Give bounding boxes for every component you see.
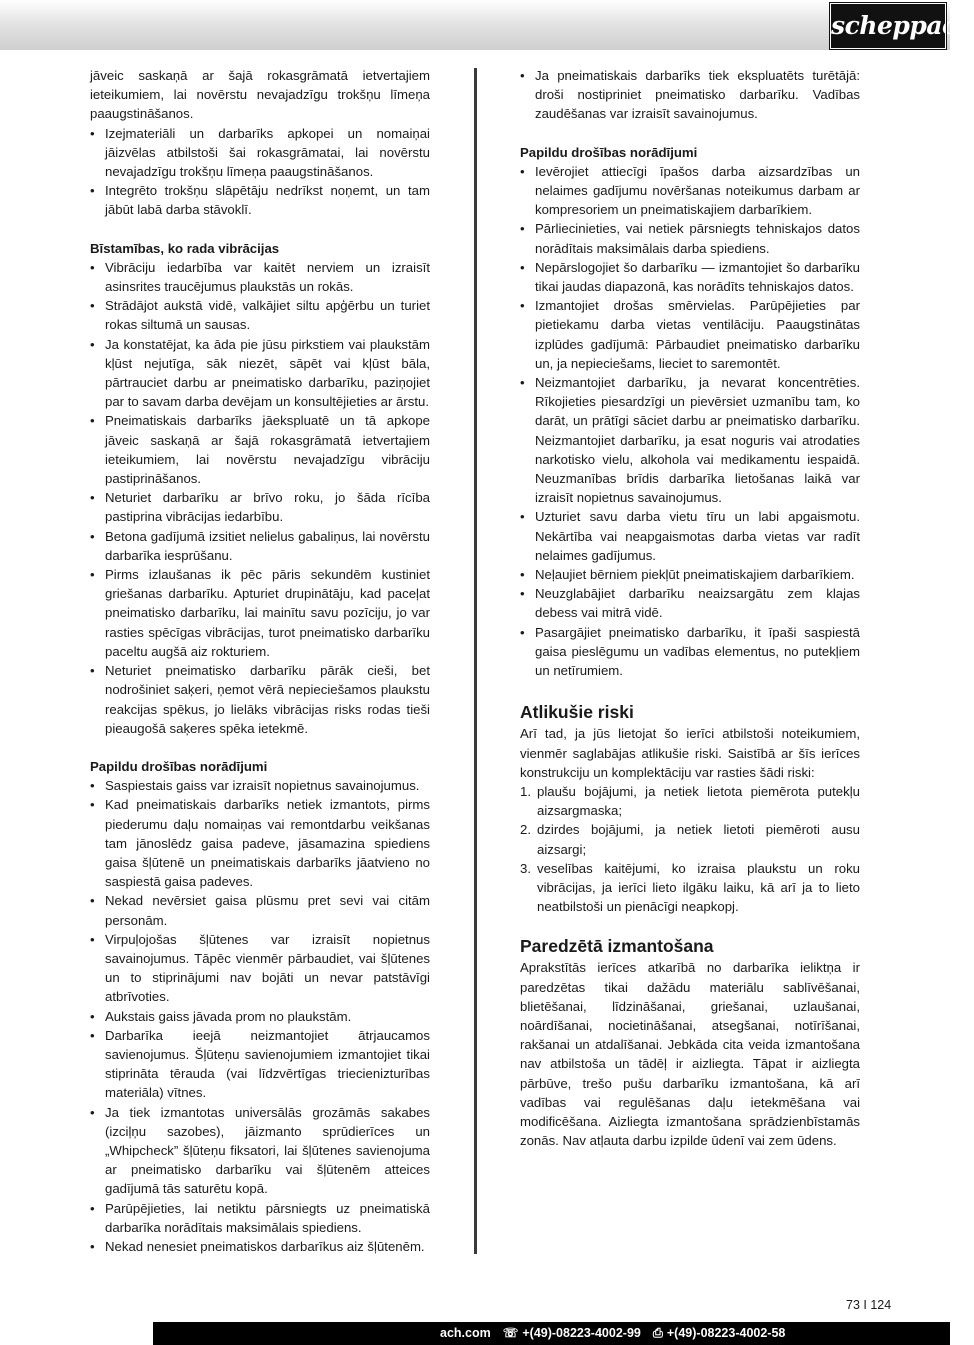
list-item: • Neturiet darbarīku ar brīvo roku, jo šāda rīcība pastiprina vibrācijas iedarbību. [90,488,430,526]
section-heading-residual-risks: Atlikušie riski [520,702,634,723]
list-item: • Ja konstatējat, ka āda pie jūsu pirkstiem vai plaukstām kļūst nejutīga, sāk niezēt, sāpēt vai kļūst bāla, pārtrauciet darbu ar pneimatisko darbarīku, paziņojiet par to savam darba devējam un konsultējieties ar ārstu. [90,335,430,412]
top-bullet-list [520,66,860,124]
vibration-bullet-list [90,258,430,738]
footer-bar [0,1322,950,1345]
list-item: • Ievērojiet attiecīgi īpašos darba aizsardzības un nelaimes gadījumu novēršanas noteikumus darbam ar kompresoriem un pneimatiskajiem darbarīkiem. [520,162,860,220]
fax-icon: ⎙ [652,1326,663,1340]
section-heading-extra-safety-right: Papildu drošības norādījumi [520,144,698,160]
list-item: • Nepārslogojiet šo darbarīku — izmantojiet šo darbarīku tikai jaudas diapazonā, kas norādīts tehniskajos datos. [520,258,860,296]
list-item: • Neizmantojiet darbarīku, ja nevarat koncentrēties. Rīkojieties piesardzīgi un pievērsiet uzmanību tam, ko darāt, un prātīgi sāciet darbu ar pneimatisko darbarīku. Neizmantojiet darbarīku, ja esat noguris vai atrodaties narkotisko vielu, alkohola vai medikamentu iespaidā. Neuzmanības brīdis darbarīka lietošanas laikā var izraisīt nopietnus savainojumus. [520,373,860,507]
phone-icon: ☏ [502,1326,519,1340]
list-item: • Ja pneimatiskais darbarīks tiek ekspluatēts turētājā: droši nostipriniet pneimatisko darbarīku. Vadības zaudēšanas var izraisīt savainojumus. [520,66,860,124]
footer-website[interactable]: ach.com [440,1326,491,1340]
section-heading-extra-safety: Papildu drošības norādījumi [90,758,268,774]
right-column [520,66,860,1150]
list-item: • Ja tiek izmantotas universālās grozāmās sakabes (izciļņu sazobes), jāizmanto sprūdierīces un „Whipcheck” šļūteņu fiksatori, lai šļūtenes savienojuma ar pneimatisko darbarīku vai šļūtenēm atteices gadījumā tās saturētu kopā. [90,1103,430,1199]
section-heading-vibration: Bīstamības, ko rada vibrācijas [90,240,280,256]
list-item: • Betona gadījumā izsitiet nelielus gabaliņus, lai novērstu darbarīka iesprūšanu. [90,527,430,565]
list-item: • Uzturiet savu darba vietu tīru un labi apgaismotu. Nekārtība vai neapgaismotas darba vietas var radīt nelaimes gadījumus. [520,507,860,565]
list-item: • Strādājot aukstā vidē, valkājiet siltu apģērbu un turiet rokas siltumā un sausas. [90,296,430,334]
column-divider [474,68,477,1254]
numbered-item-text: plaušu bojājumi, ja netiek lietota piemērota putekļu aizsargmaska; [537,783,860,819]
footer-white-block [0,1322,153,1345]
list-item: • Nekad nevērsiet gaisa plūsmu pret sevi vai citām personām. [90,891,430,929]
intro-paragraph: jāveic saskaņā ar šajā rokasgrāmatā ietvertajiem ieteikumiem, lai novērstu nevajadzīgu trokšņu līmeņa paaugstināšanos. [90,68,430,122]
extra-safety-bullet-list-right [520,162,860,680]
list-item: • Neļaujiet bērniem piekļūt pneimatiskajiem darbarīkiem. [520,565,860,584]
intended-use-paragraph: Aprakstītās ierīces atkarībā no darbarīka ieliktņa ir paredzētas tikai dažādu materiālu sablīvēšanai, blietēšanai, līdzināšanai, griešanai, uzlaušanai, noārdīšanai, nocietināšanai, atsegšanai, notīrīšanai, rakšanai un atdalīšanai. Jebkāda cita veida izmantošana nav atbilstoša un tādēļ ir aizliegta. Tāpat ir aizliegta pārbūve, trešo pušu darbarīku izmantošana, kā arī vadības vai regulēšanas daļu ietekmēšana vai modificēšana. Aizliegta izmantošana sprādzienbīstamās zonās. Nav atļauta darbu izpilde ūdenī vai zem ūdens. [520,960,860,1149]
intro-bullet-list [90,124,430,220]
residual-risks-intro: Arī tad, ja jūs lietojat šo ierīci atbilstoši noteikumiem, vienmēr saglabājas atlikušie riski. Saistībā ar šīs ierīces konstrukciju un komplektāciju var rasties šādi riski: [520,726,860,780]
list-item: • Izejmateriāli un darbarīks apkopei un nomaiņai jāizvēlas atbilstoši šai rokasgrāmatai, lai novērstu nevajadzīgu trokšņu līmeņa paaugstināšanos. [90,124,430,182]
list-item: • Kad pneimatiskais darbarīks netiek izmantots, pirms piederumu daļu nomaiņas vai remontdarbu veikšanas tam jānoslēdz gaisa padeve, jāsamazina spiediens gaisa šļūtenē un pneimatiskais darbarīks jāatvieno no saspiestā gaisa padeves. [90,795,430,891]
page-number: 73 I 124 [846,1298,892,1312]
numbered-item [520,820,860,858]
scheppach-logo: scheppach [830,3,946,49]
residual-risks-list [520,782,860,916]
list-item: • Virpuļojošas šļūtenes var izraisīt nopietnus savainojumus. Tāpēc vienmēr pārbaudiet, vai šļūtenes un to stiprinājumi nav bojāti un nevar patstāvīgi atbrīvoties. [90,930,430,1007]
left-column [90,66,430,1256]
header-bar [0,0,974,50]
numbered-item-text: dzirdes bojājumi, ja netiek lietoti piemēroti ausu aizsargi; [537,822,860,857]
list-item: • Nekad nenesiet pneimatiskos darbarīkus aiz šļūtenēm. [90,1237,430,1256]
numbered-item-text: veselības kaitējumi, ko izraisa plaukstu un roku vibrācijas, ja ierīci lieto ilgāku laiku, kā arī ja to lieto neatbilstoši un pienācīgi neapkopj. [537,860,860,915]
footer-phone: +(49)-08223-4002-99 [522,1326,641,1340]
list-item: • Neuzglabājiet darbarīku neaizsargātu zem klajas debess vai mitrā vidē. [520,584,860,622]
list-item: • Neturiet pneimatisko darbarīku pārāk cieši, bet nodrošiniet saķeri, ņemot vērā nepieciešamos plaukstu reakcijas spēkus, jo lielāks vibrācijas risks rodas tieši pieaugošā saķeres spēka ietekmē. [90,661,430,738]
extra-safety-bullet-list [90,776,430,1256]
list-item: • Parūpējieties, lai netiktu pārsniegts uz pneimatiskā darbarīka norādītais maksimālais spiediens. [90,1199,430,1237]
list-item: • Integrēto trokšņu slāpētāju nedrīkst noņemt, un tam jābūt labā darba stāvoklī. [90,181,430,219]
list-item: • Vibrāciju iedarbība var kaitēt nerviem un izraisīt asinsrites traucējumus plaukstās un rokās. [90,258,430,296]
footer-fax: +(49)-08223-4002-58 [666,1326,786,1340]
section-heading-intended-use: Paredzētā izmantošana [520,936,714,957]
list-item: • Pasargājiet pneimatisko darbarīku, it īpaši saspiestā gaisa pieslēgumu un vadības elementus, no putekļiem un netīrumiem. [520,623,860,681]
list-item: • Izmantojiet drošas smērvielas. Parūpējieties par pietiekamu darba vietas ventilāciju. Paaugstinātas izplūdes gadījumā: Pārbaudiet pneimatisko darbarīku un, ja nepieciešams, lieciet to saremontēt. [520,296,860,373]
numbered-item [520,859,860,917]
numbered-item [520,782,860,820]
list-item: • Aukstais gaiss jāvada prom no plaukstām. [90,1007,430,1026]
list-item: • Pārliecinieties, vai netiek pārsniegts tehniskajos datos norādītais maksimālais darba spiediens. [520,219,860,257]
list-item: • Darbarīka ieejā neizmantojiet ātrjaucamos savienojumus. Šļūteņu savienojumiem izmantojiet tikai stiprināta tērauda (vai līdzvērtīgas triecienizturības materiāla) vītnes. [90,1026,430,1103]
list-item: • Pneimatiskais darbarīks jāekspluatē un tā apkope jāveic saskaņā ar šajā rokasgrāmatā ietvertajiem ieteikumiem, lai novērstu nevajadzīgu vibrāciju pastiprināšanos. [90,411,430,488]
list-item: • Pirms izlaušanas ik pēc pāris sekundēm kustiniet griešanas darbarīku. Apturiet drupinātāju, kad paceļat pneimatisko darbarīku, lai mainītu savu pozīciju, jo var rasties spēcīgas vibrācijas, turot pneimatisko darbarīku paceltu augšā aiz rokturiem. [90,565,430,661]
list-item: • Saspiestais gaiss var izraisīt nopietnus savainojumus. [90,776,430,795]
footer-contact [440,1322,785,1345]
